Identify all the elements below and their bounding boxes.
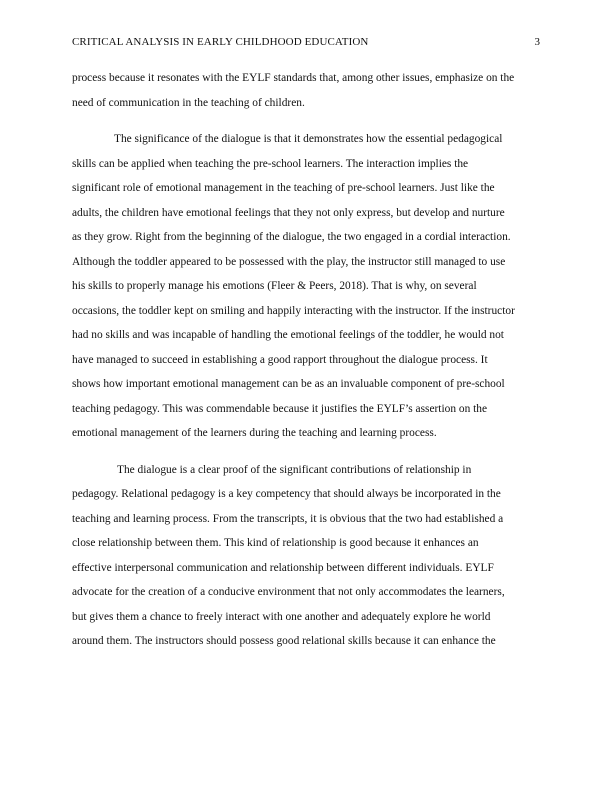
text-line: advocate for the creation of a conducive environment that not only accommodates the learners, <box>72 586 505 598</box>
text-line: skills can be applied when teaching the pre-school learners. The interaction implies the <box>72 157 469 170</box>
text-line: his skills to properly manage his emotions (Fleer & Peers, 2018). That is why, on several <box>72 280 477 292</box>
text-line: process because it resonates with the EYLF standards that, among other issues, emphasize on the <box>72 72 515 84</box>
text-line: around them. The instructors should possess good relational skills because it can enhance the <box>72 635 496 647</box>
text-line: The dialogue is a clear proof of the significant contributions of relationship in <box>117 463 472 476</box>
text-line: effective interpersonal communication and relationship between different individuals. EYLF <box>72 561 494 574</box>
running-head: CRITICAL ANALYSIS IN EARLY CHILDHOOD EDUCATION <box>72 36 369 48</box>
text-line: pedagogy. Relational pedagogy is a key competency that should always be incorporated in the <box>72 488 501 500</box>
paragraph-gap <box>72 446 542 458</box>
paragraph-gap <box>72 115 542 127</box>
text-line: need of communication in the teaching of children. <box>72 96 305 109</box>
body-text <box>72 66 542 654</box>
text-line: emotional management of the learners during the teaching and learning process. <box>72 427 437 439</box>
text-line: occasions, the toddler kept on smiling and happily interacting with the instructor. If the instructor <box>72 304 515 317</box>
text-line: Although the toddler appeared to be possessed with the play, the instructor still managed to use <box>72 255 506 268</box>
text-line: close relationship between them. This kind of relationship is good because it enhances an <box>72 537 479 549</box>
text-line: but gives them a chance to freely interact with one another and adequately explore he world <box>72 610 491 623</box>
paragraph-emotional-management <box>72 127 542 446</box>
text-line: shows how important emotional management can be as an invaluable component of pre-school <box>72 378 505 390</box>
paragraph-continuation <box>72 66 542 115</box>
text-line: have managed to succeed in establishing a good rapport throughout the dialogue process. It <box>72 353 488 366</box>
page-number: 3 <box>534 36 540 48</box>
text-line: teaching pedagogy. This was commendable because it justifies the EYLF’s assertion on the <box>72 402 488 415</box>
text-line: as they grow. Right from the beginning of the dialogue, the two engaged in a cordial interaction. <box>72 231 511 243</box>
paragraph-relational-pedagogy <box>72 458 542 654</box>
text-line: teaching and learning process. From the transcripts, it is obvious that the two had established a <box>72 512 504 525</box>
text-line: significant role of emotional management in the teaching of pre-school learners. Just like the <box>72 182 495 194</box>
text-line: had no skills and was incapable of handling the emotional feelings of the toddler, he would not <box>72 329 504 341</box>
text-line: The significance of the dialogue is that it demonstrates how the essential pedagogical <box>114 133 503 145</box>
text-line: adults, the children have emotional feelings that they not only express, but develop and nurture <box>72 206 505 219</box>
